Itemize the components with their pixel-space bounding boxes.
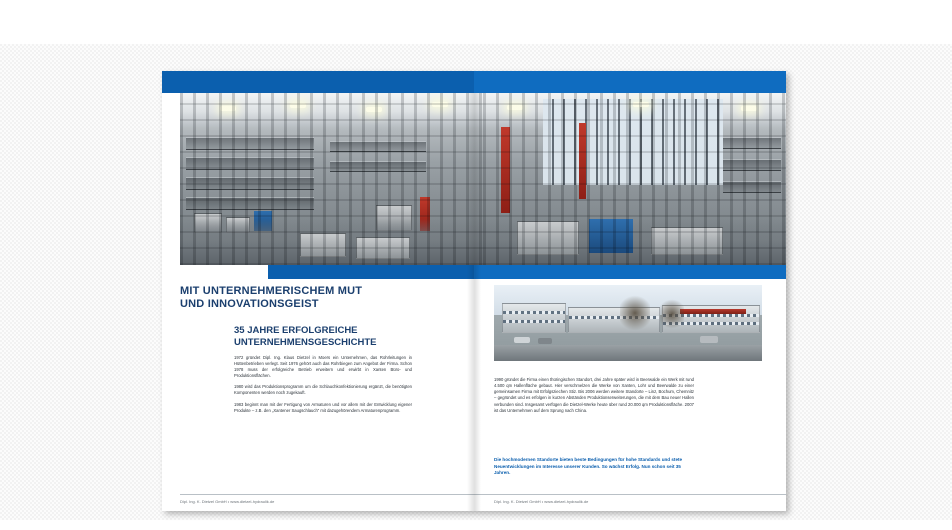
bottom-white-band	[0, 520, 952, 530]
red-column	[501, 127, 510, 213]
car	[514, 337, 530, 343]
highlight-statement: Die hochmodernen Standorte bieten beste Bedingungen für hohe Standards und stete Neuentwicklungen im Interesse unserer Kunden. So wächst Erfolg. Nun schon seit 35 Jahren.	[494, 457, 683, 476]
hero-photo-right-half	[483, 93, 786, 265]
red-column	[579, 123, 586, 199]
ceiling-lamp	[741, 106, 757, 111]
car	[700, 336, 718, 343]
ceiling	[483, 93, 786, 127]
storage-rack	[186, 197, 314, 210]
road	[494, 345, 762, 361]
brochure-spread	[162, 71, 786, 511]
mid-accent-bar-right-segment	[474, 265, 786, 279]
paragraph: 1972 gründet Dipl. Ing. Klaus Dietzel in Moers ein Unternehmen, das Rohrleitungen in Hüttenbetrieben verlegt. Seit 1976 gehört auch das Rohrbiegen zum Angebot der Firma. Schon 1978 muss der erfolgreiche Betrieb erweitern und erwirbt in Xanten Büro- und Produktionsflächen.	[234, 355, 412, 379]
hero-photo-left-half	[180, 93, 483, 265]
footer-right: Dipl. Ing. K. Dietzel GmbH • www.dietzel-hydraulik.de	[494, 499, 589, 504]
window-row	[503, 320, 565, 323]
floor	[483, 219, 786, 265]
ceiling-lamp	[507, 105, 523, 110]
car	[538, 338, 552, 344]
headline-line-2: UND INNOVATIONSGEIST	[180, 298, 319, 310]
storage-rack	[723, 181, 781, 193]
building-block	[502, 303, 566, 333]
workshop-photo-right	[483, 93, 786, 265]
right-body-text	[494, 373, 694, 418]
machine	[517, 221, 579, 255]
blue-machine	[589, 219, 633, 253]
tree	[660, 297, 684, 331]
pallet	[356, 237, 410, 259]
storage-rack	[723, 137, 781, 149]
mid-bar-white-gap	[162, 265, 268, 279]
crate	[376, 205, 412, 231]
top-accent-bar	[162, 71, 786, 93]
hero-photo	[180, 93, 786, 265]
crate	[226, 217, 250, 233]
pallet	[300, 233, 346, 257]
storage-rack	[186, 177, 314, 190]
content-area	[180, 285, 786, 485]
subheadline-line-2: UNTERNEHMENSGESCHICHTE	[234, 336, 377, 348]
headline-line-1: MIT UNTERNEHMERISCHEM MUT	[180, 285, 363, 297]
left-page-content	[180, 285, 472, 413]
crate	[194, 213, 222, 233]
pipe-bundle	[651, 227, 723, 255]
mid-accent-bar	[268, 265, 786, 279]
page-headline	[180, 285, 472, 311]
ceiling-lamp	[432, 102, 448, 107]
storage-rack	[723, 159, 781, 171]
paragraph: 1980 wird das Produktionsprogramm um die Schlauchkonfektionierung ergänzt, die benötigten Komponenten werden noch zugekauft.	[234, 384, 412, 396]
top-accent-bar-right-segment	[474, 71, 786, 93]
top-white-band	[0, 0, 952, 44]
storage-rack	[330, 141, 426, 152]
storage-rack	[186, 157, 314, 170]
ceiling-lamp	[220, 106, 236, 111]
red-post	[420, 197, 430, 231]
ceiling-lamp	[633, 102, 649, 107]
workshop-photo-left	[180, 93, 483, 265]
blue-machine	[254, 211, 272, 231]
tree	[620, 293, 650, 333]
red-facade-band	[680, 309, 746, 314]
window-wall	[543, 99, 723, 185]
storage-rack	[330, 161, 426, 172]
paragraph: 1983 beginnt man mit der Fertigung von Armaturen und vor allem mit der Entwicklung eigener Produkte – z.B. den „Xantener Saugschlauch“ mit dazugehörendem Armaturenprogramm.	[234, 401, 412, 413]
footer-divider	[180, 494, 786, 495]
paragraph: 1990 gründet die Firma einen thüringischen Standort, drei Jahre später wird in Beerwalde ein Werk mit rund 4.500 qm Hallenfläche gebaut. Hier verschmelzen die Werke von Xanten, Lohr und Beerwalde zu einer gemeinsamen Firma mit Erfolgsziechen Stiz. Bis 2006 werden weitere Standorte – Linz, Bochum, Chemnitz – gegründet und es erfolgen in kurzen Abständen Produktionserweiterungen, die mit dem Bau neuer Hallen verbunden sind. Insgesamt verfügen die Dietzel-Werke heute über rund 20.000 qm Produktionsfläche. 2007 ist das Unternehmen auf dem Sprung nach China.	[494, 377, 694, 413]
subheadline-line-1: 35 JAHRE ERFOLGREICHE	[234, 325, 358, 336]
footer-left: Dipl. Ing. K. Dietzel GmbH • www.dietzel-hydraulik.de	[180, 499, 275, 504]
left-body-text	[234, 355, 412, 419]
floor	[180, 219, 483, 265]
ceiling	[180, 93, 483, 127]
building-photo	[494, 285, 762, 361]
storage-rack	[186, 137, 314, 150]
ceiling-lamp	[290, 103, 306, 108]
page-subheadline	[234, 325, 472, 348]
window-row	[503, 311, 565, 314]
ceiling-lamp	[366, 107, 382, 112]
